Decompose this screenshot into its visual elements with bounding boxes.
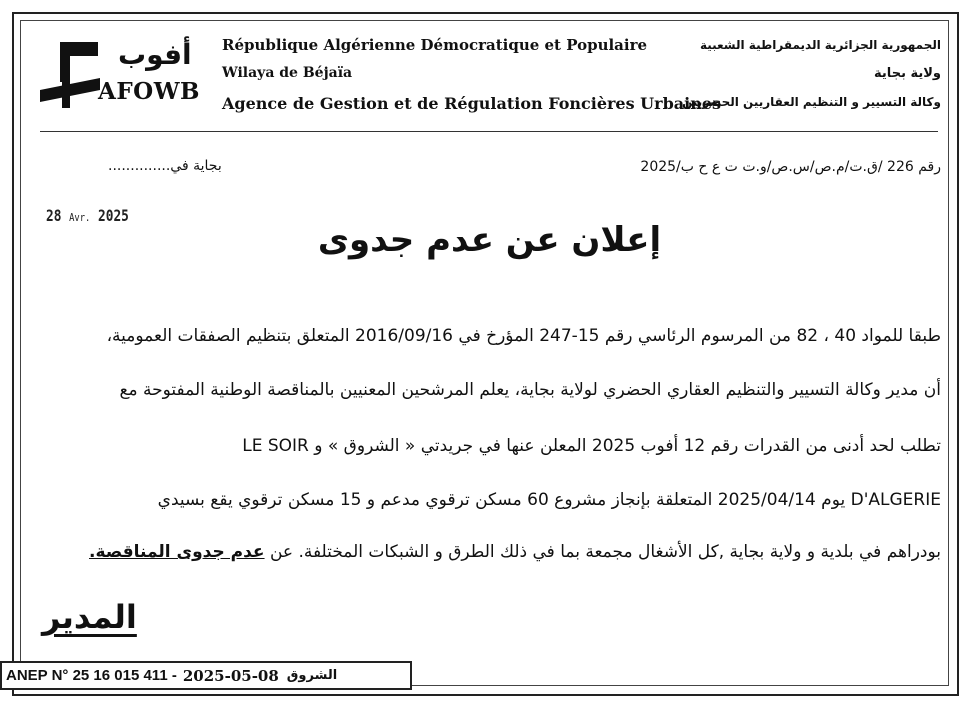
body-line-2: أن مدير وكالة التسيير والتنظيم العقاري الحضري لولاية بجاية، يعلم المرشحين المعنيين بالمناقصة الوطنية المفتوحة مع xyxy=(119,380,941,400)
body-line-5-emphasis: عدم جدوى المناقصة. xyxy=(89,542,265,562)
anep-date: 2025-05-08 xyxy=(182,666,279,685)
logo-mark-icon xyxy=(40,38,100,112)
header-divider xyxy=(40,131,938,132)
body-line-1: طبقا للمواد 40 ، 82 من المرسوم الرئاسي رقم 15-247 المؤرخ في 2016/09/16 المتعلق بتنظيم الصفقات العمومية، xyxy=(106,326,941,346)
body-line-5-text: بودراهم في بلدية و ولاية بجاية ,كل الأشغال مجمعة بما في ذلك الطرق و الشبكات المختلفة. عن xyxy=(264,542,941,562)
anep-footer xyxy=(0,661,412,690)
place-date: بجاية في.............. xyxy=(108,158,222,174)
header-republic-fr: République Algérienne Démocratique et Populaire xyxy=(222,36,648,54)
header-wilaya-fr: Wilaya de Béjaïa xyxy=(222,65,353,81)
body-line-5 xyxy=(89,542,941,562)
body-line-3: تطلب لحد أدنى من القدرات رقم 12 أفوب 2025 المعلن عنها في جريدتي « الشروق » و LE SOIR xyxy=(242,436,941,456)
announcement-title: إعلان عن عدم جدوى xyxy=(317,220,662,260)
body-line-4: D'ALGERIE يوم 2025/04/14 المتعلقة بإنجاز مشروع 60 مسكن ترقوي مدعم و 15 مسكن ترقوي يقع بسيدي xyxy=(157,490,941,510)
stamp-month: Avr. xyxy=(69,211,91,224)
header-wilaya-ar: ولاية بجاية xyxy=(874,66,941,81)
director-signature: المدير xyxy=(42,598,137,636)
stamp-year: 2025 xyxy=(98,206,129,225)
stamp-day: 28 xyxy=(46,206,62,225)
anep-newspaper: الشروق xyxy=(286,668,338,683)
header-republic-ar: الجمهورية الجزائرية الديمقراطية الشعبية xyxy=(699,38,941,52)
logo-arabic-text: أفوب xyxy=(118,38,192,71)
header-agency-ar: وكالة التسيير و التنظيم العقاريين الحضريين xyxy=(682,95,941,109)
logo-latin-text: AFOWB xyxy=(98,78,200,105)
reference-number: رقم 226 /ق.ت/م.ص/س.ص/و.ت ت ع ح ب/2025 xyxy=(640,159,941,175)
anep-number: ANEP N° 25 16 015 411 - xyxy=(6,667,177,684)
inner-frame xyxy=(20,20,949,686)
afowb-logo xyxy=(40,38,212,112)
header-agency-fr: Agence de Gestion et de Régulation Foncières Urbaines xyxy=(222,94,722,113)
